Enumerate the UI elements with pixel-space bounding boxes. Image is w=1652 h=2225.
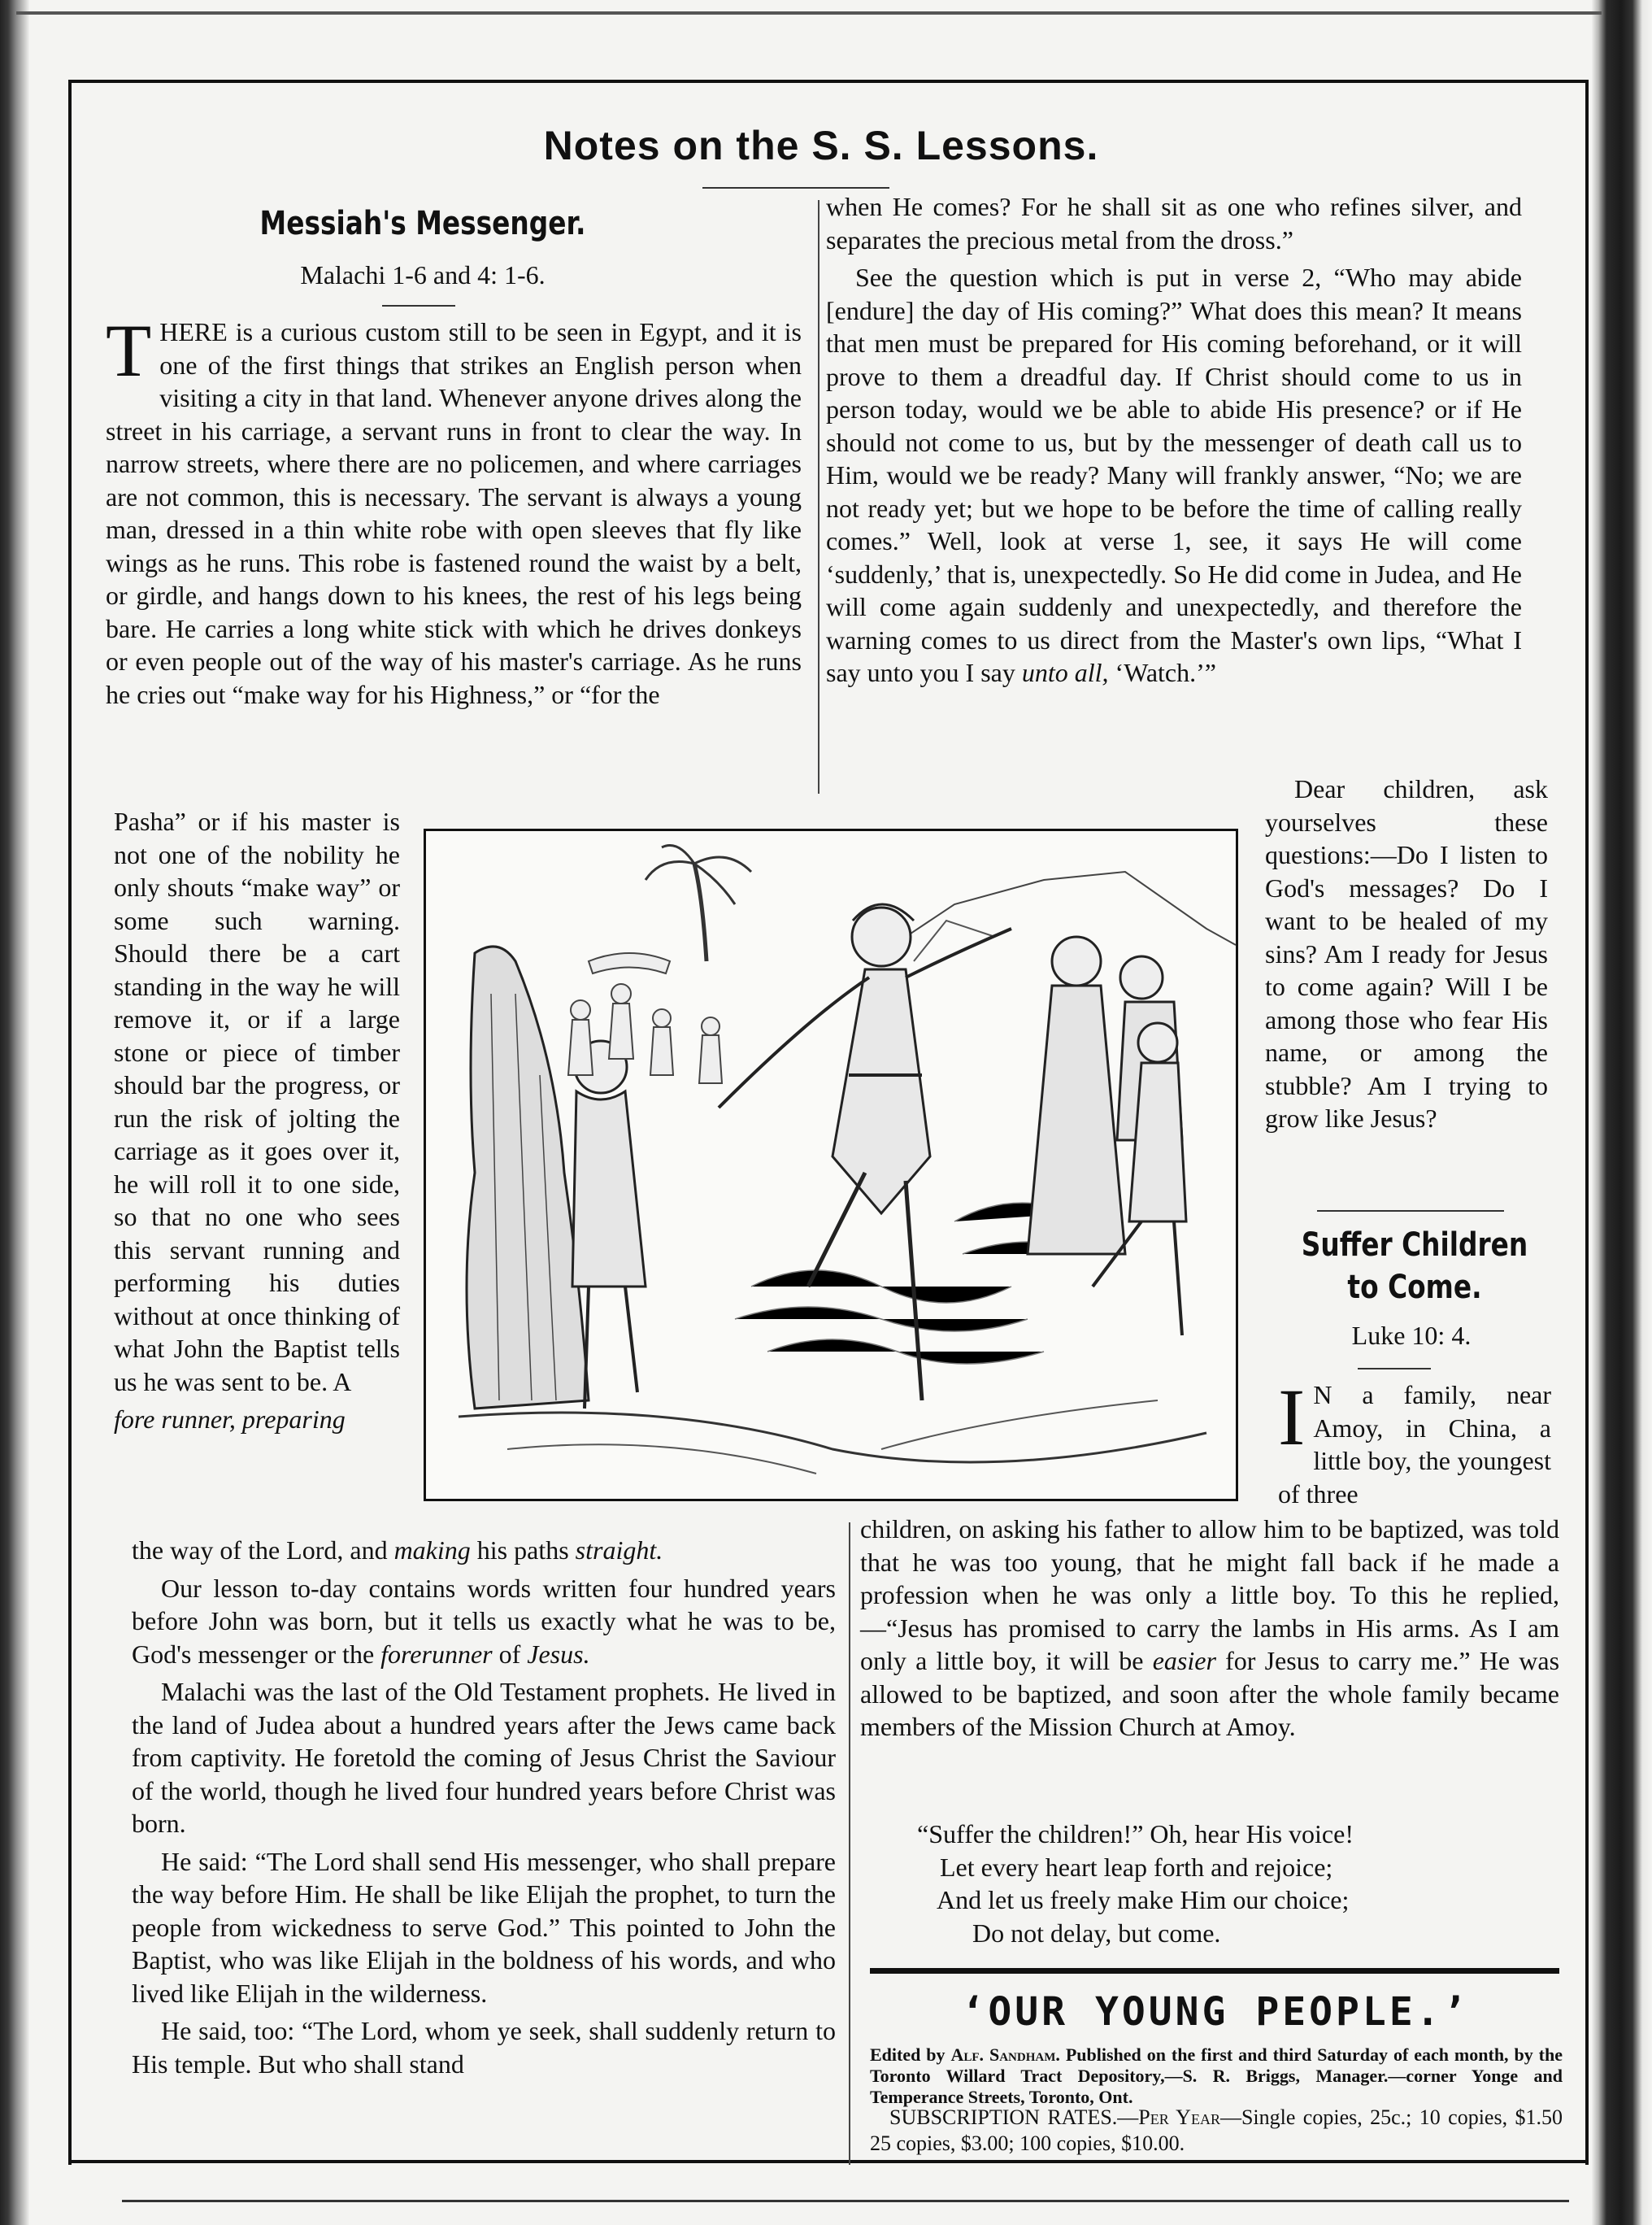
masthead-rule (702, 187, 889, 189)
lesson1-forerunner-emph: fore runner, preparing (114, 1404, 346, 1434)
ad-per-year: Per Year (1138, 2105, 1220, 2129)
lesson2-intro (1278, 1372, 1551, 1515)
page-right-edge (1592, 0, 1652, 2225)
column-rule-top (818, 200, 819, 794)
column-rule-bottom (849, 1522, 850, 2165)
lesson1-watch: ‘Watch.’” (1115, 658, 1216, 687)
lesson1-title-rule (382, 305, 455, 307)
lesson1-paragraph-5: He said, too: “The Lord, whom ye seek, shall suddenly return to His temple. But who shall stand (132, 2016, 836, 2079)
lesson2-paragraph-top: N a family, near Amoy, in China, a little boy, the youngest of three (1278, 1380, 1551, 1509)
ad-heavy-rule (870, 1968, 1559, 1974)
ad-edited-prefix: Edited by (870, 2044, 946, 2065)
lesson1-jesus: Jesus. (527, 1639, 590, 1669)
lesson2-top-rule (1317, 1210, 1504, 1212)
lesson1-col2-top (826, 190, 1522, 694)
lesson1-para1-tail-d: straight. (575, 1535, 663, 1565)
lesson2-reference: Luke 10: 4. (1351, 1321, 1472, 1350)
lesson2-title-rule (1358, 1368, 1431, 1369)
poem-line-2: Let every heart leap forth and rejoice; (940, 1852, 1333, 1882)
lesson1-paragraph-1: HERE is a curious custom still to be seen in Egypt, and it is one of the first things that strikes an English person when visiting a city in that land. Whenever anyone drives along the street in his carriage, a servant runs in front to clear the way. In narrow streets, where there are no policemen, and where carriages are not common, this is necessary. The servant is always a young man, dressed in a thin white robe with open sleeves that fly like wings as he runs. This robe is fastened round the waist by a belt, or girdle, and hangs down to his knees, the rest of his legs being bare. He carries a long white stick with which he drives donkeys or even people out of the way of his master's carriage. As he runs he cries out “make way for his Highness,” or “for the (106, 317, 802, 709)
lesson1-unto-all: unto all, (1021, 658, 1109, 687)
ad-editor: Alf. Sandham. (950, 2044, 1060, 2065)
ad-details (870, 2044, 1563, 2108)
lesson2-poem (911, 1818, 1354, 1949)
lesson1-col2-para2: See the question which is put in verse 2, “Who may abide [endure] the day of His coming?” What does this mean? It means that men must be prepared for His coming beforehand, or it will prove to them a dreadful day. If Christ should come to us in person today, would we be able to abide His presence? or if He should not come to us, but by the messenger of death call us to Him, would we be ready? Many will frankly answer, “No; we are not ready yet; but we hope to be before the time of calling really comes.” Well, look at verse 1, see, it says He will come ‘suddenly,’ that is, unexpectedly. So He did come in Judea, and He will come again suddenly and unexpectedly, and therefore the warning comes to us direct from the Master's own lips, “What I say unto you I say (826, 263, 1522, 687)
engraving-illustration (424, 829, 1238, 1501)
ad-rates-values: —Single copies, 25c.; 10 copies, $1.50 25 copies, $3.00; 100 copies, $10.00. (870, 2105, 1563, 2155)
poem-line-4: Do not delay, but come. (972, 1918, 1221, 1948)
lesson1-para1-tail-b: making (393, 1535, 471, 1565)
lesson1-col3 (1265, 773, 1548, 1140)
lesson1-col2-para1: when He comes? For he shall sit as one who refines silver, and separates the precious metal from the dross.” (826, 192, 1522, 255)
ad-title: ‘OUR YOUNG PEOPLE.’ (961, 1989, 1470, 2035)
poem-line-1: “Suffer the children!” Oh, hear His voice! (917, 1819, 1354, 1848)
lesson2-easier: easier (1152, 1646, 1216, 1675)
lesson1-paragraph-1-cont: Pasha” or if his master is not one of the nobility he only shouts “make way” or some such warning. Should there be a cart standing in the way he will remove it, or if a large stone or piece of timber should bar the progress, or run the risk of jolting the carriage as it goes over it, he will roll it to one side, so that no one who sees this servant running and performing his duties without at once thinking of what John the Baptist tells us he was sent to be. A (114, 807, 400, 1396)
ad-rates (870, 2105, 1563, 2157)
lesson1-paragraph-4: He said: “The Lord shall send His messenger, who shall prepare the way before Him. He shall be like Elijah the prophet, to turn the people from wickedness to serve God.” This pointed to John the Baptist, who was like Elijah in the boldness of his words, and who lived like Elijah in the wilderness. (132, 1846, 836, 2008)
lesson1-col1-narrow (114, 805, 400, 1441)
lesson1-paragraph-2: Our lesson to-day contains words written four hundred years before John was born, but it tells us exactly what he was to be, God's messenger or the (132, 1573, 836, 1669)
lesson1-questions: Dear children, ask yourselves these questions:—Do I listen to God's messages? Do I want to be healed of my sins? Am I ready for Jesus to come again? Will I be among those who fear His name, or among the stubble? Am I trying to grow like Jesus? (1265, 774, 1548, 1133)
bottom-rule (68, 2160, 1589, 2163)
poem-line-3: And let us freely make Him our choice; (937, 1885, 1350, 1914)
dropcap-i: I (1278, 1372, 1306, 1462)
ad-rates-label: SUBSCRIPTION RATES.— (889, 2105, 1139, 2129)
page-left-edge (0, 0, 29, 2225)
bottom-rule-2 (122, 2200, 1569, 2202)
lesson1-col1-top (106, 309, 802, 716)
engraving-icon (426, 831, 1236, 1499)
lesson2-paragraph: children, on asking his father to allow him to be baptized, was told that he was too young, that he might fall back if he made a profession when he was only a little boy. To this he replied,—“Jesus has promised to carry the lambs in His arms. As I am only a little boy, it will be (860, 1514, 1559, 1675)
lesson1-col1-lower (132, 1534, 836, 2085)
top-rule (16, 11, 1602, 15)
lesson1-forerunner: forerunner (380, 1639, 493, 1669)
lesson1-title: Messiah's Messenger. (259, 205, 586, 242)
lesson1-reference: Malachi 1-6 and 4: 1-6. (300, 260, 546, 290)
lesson2-body (860, 1513, 1559, 1748)
lesson2-title-line2: to Come. (1347, 1269, 1482, 1306)
lesson1-para1-tail-a: the way of the Lord, and (132, 1535, 388, 1565)
lesson2-title-line1: Suffer Children (1301, 1226, 1528, 1264)
lesson2-paragraph-end: for Jesus to carry me.” He was allowed to be baptized, and soon after the whole family became members of the Mission Church at Amoy. (860, 1646, 1560, 1741)
ad-publisher: Published on the first and third Saturday of each month, by the Toronto Willard Tract Depository,—S. R. Briggs, Manager.—corner Yonge and Temperance Streets, Toronto, Ont. (870, 2044, 1563, 2107)
lesson1-para1-tail-c: his paths (476, 1535, 569, 1565)
dropcap-t: T (106, 309, 152, 392)
lesson1-of: of (498, 1639, 521, 1669)
page-masthead: Notes on the S. S. Lessons. (543, 123, 1099, 168)
lesson1-paragraph-3: Malachi was the last of the Old Testament prophets. He lived in the land of Judea about a hundred years after the Jews came back from captivity. He foretold the coming of Jesus Christ the Saviour of the world, though he lived four hundred years before Christ was born. (132, 1677, 836, 1838)
